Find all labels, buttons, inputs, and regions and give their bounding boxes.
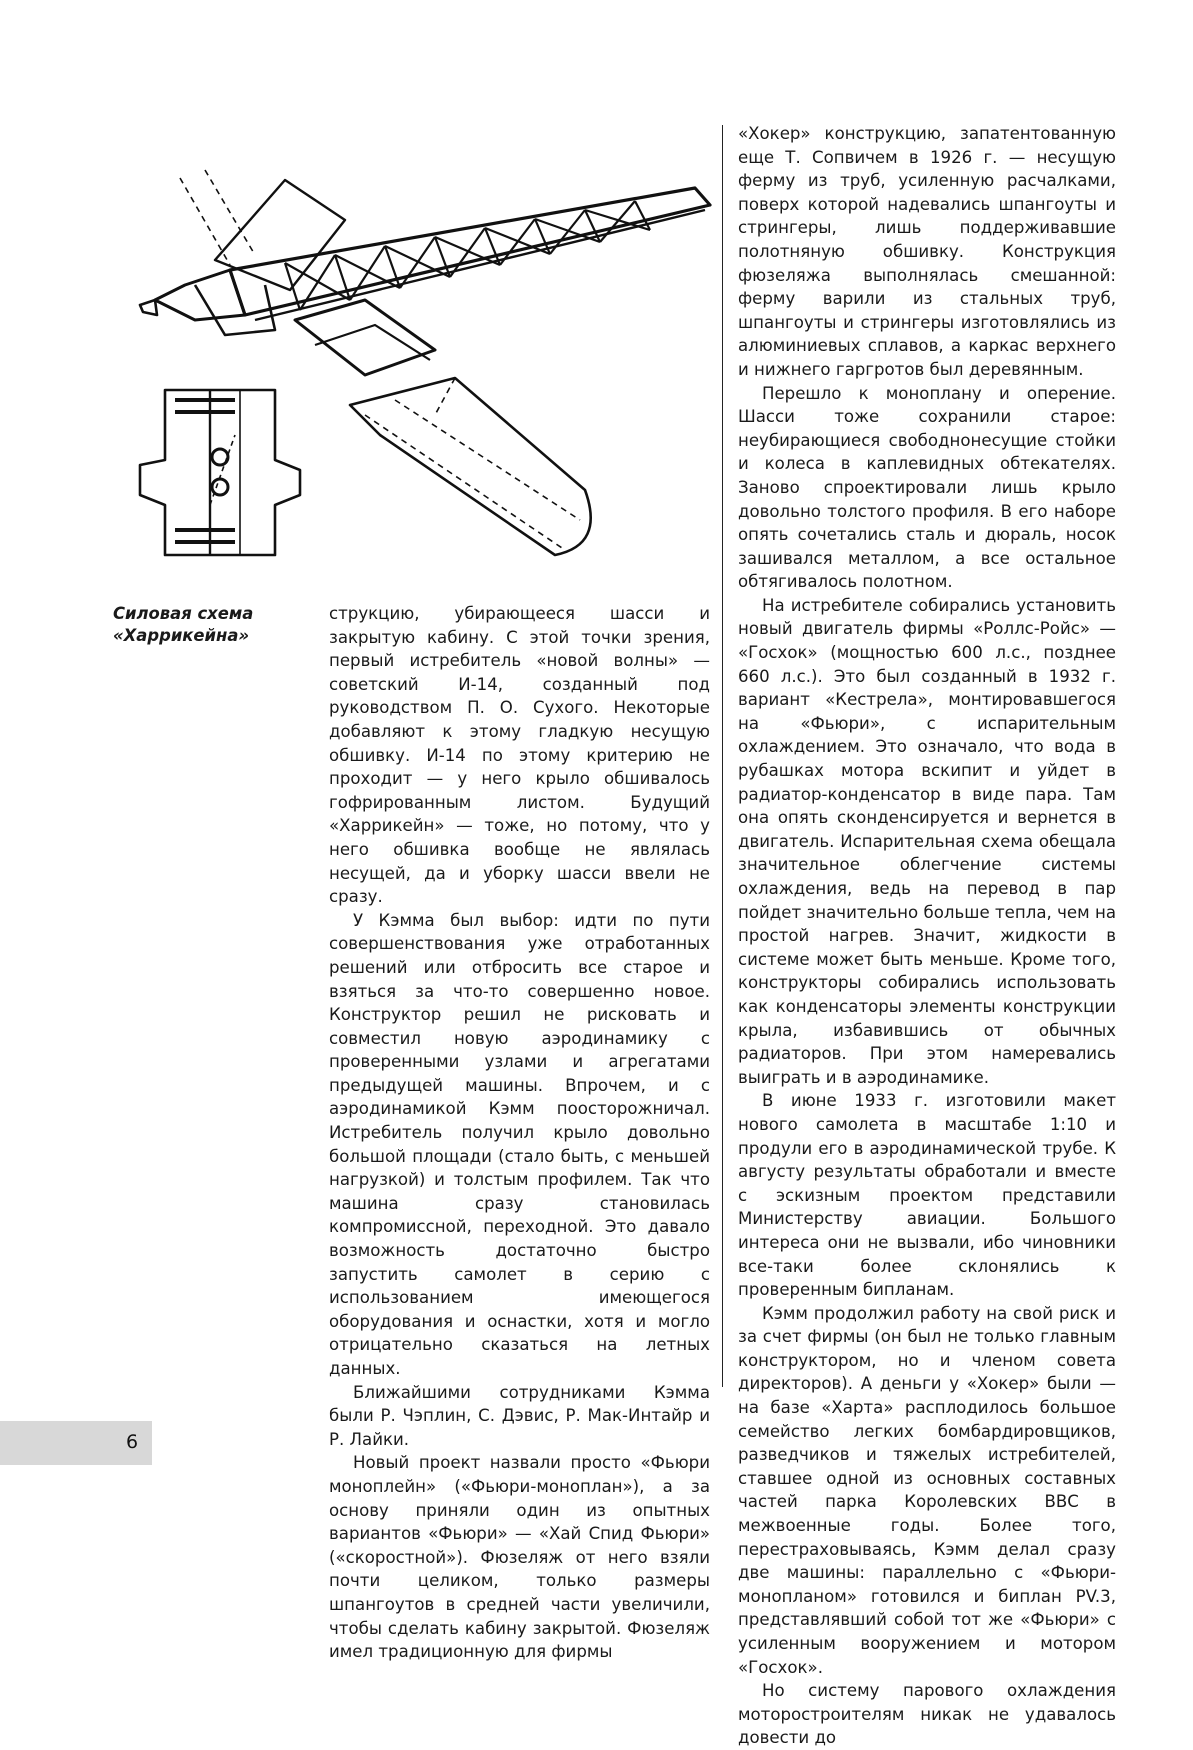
paragraph: Перешло к моноплану и оперение. Шасси тоже сохранили старое: неубирающиеся свободнонесущие стойки и колеса в каплевидных обтекателях. Заново спроектировали лишь крыло довольно толстого профиля. В его наборе опять сочетались сталь и дюраль, носок зашивался металлом, а все остальное обтягивалось полотном. <box>738 383 1116 592</box>
paragraph: У Кэмма был выбор: идти по пути совершенствования уже отработанных решений или отбросить все старое и взяться за что-то совершенно новое. Конструктор решил не рисковать и совместил новую аэродинамику с проверенными узлами и агрегатами предыдущей машины. Впрочем, и с аэродинамикой Кэмм поосторожничал. Истребитель получил крыло довольно большой площади (стало быть, с меньшей нагрузкой) и толстым профилем. Так что машина сразу становилась компромиссной, переходной. Это давало возможность достаточно быстро запустить самолет в серию с использованием имеющегося оборудования и оснастки, хотя и могло отрицательно сказаться на летных данных. <box>329 910 710 1378</box>
figure-caption <box>113 603 313 647</box>
paragraph: Кэмм продолжил работу на свой риск и за счет фирмы (он был не только главным конструктором, но и членом совета директоров). А деньги у «Хокер» были — на базе «Харта» расплодилось большое семейство легких бомбардировщиков, разведчиков и тяжелых истребителей, ставшее одной из основных составных частей парка Королевских ВВС в межвоенные годы. Более того, перестраховываясь, Кэмм делал сразу две машины: параллельно с «Фьюри-монопланом» готовился и биплан PV.3, представлявший собой тот же «Фьюри» с усиленным вооружением и мотором «Госхок». <box>738 1303 1116 1677</box>
paragraph: струкцию, убирающееся шасси и закрытую кабину. С этой точки зрения, первый истребитель «новой волны» — советский И-14, созданный под руководством П. О. Сухого. Некоторые добавляют к этому гладкую несущую обшивку. И-14 по этому критерию не проходит — у него крыло обшивалось гофрированным листом. Будущий «Харрикейн» — тоже, но потому, что у него обшивка вообще не являлась несущей, да и уборку шасси ввели не сразу. <box>329 604 710 907</box>
page-number: 6 <box>126 1431 139 1453</box>
right-text-column <box>738 122 1116 1750</box>
paragraph: Ближайшими сотрудниками Кэмма были Р. Чэплин, С. Дэвис, Р. Мак-Интайр и Р. Лайки. <box>329 1382 710 1449</box>
paragraph: «Хокер» конструкцию, запатентованную еще Т. Сопвичем в 1926 г. — несущую ферму из труб, усиленную расчалками, поверх которой надевались шпангоуты и стрингеры, лишь поддерживавшие полотняную обшивку. Конструкция фюзеляжа выполнялась смешанной: ферму варили из стальных труб, шпангоуты и стрингеры изготовлялись из алюминиевых сплавов, а каркас верхнего и нижнего гаргротов был деревянным. <box>738 124 1116 379</box>
caption-line: Силовая схема <box>113 604 254 623</box>
left-text-column <box>329 602 710 1664</box>
hurricane-structure-diagram <box>135 160 715 580</box>
paragraph: Но систему парового охлаждения моторостроителям никак не удавалось довести до <box>738 1681 1116 1748</box>
caption-line: «Харрикейна» <box>113 626 250 645</box>
column-divider <box>722 125 723 1387</box>
paragraph: В июне 1933 г. изготовили макет нового самолета в масштабе 1:10 и продули его в аэродинамической трубе. К августу результаты обработали и вместе с эскизным проектом представили Министерству авиации. Большого интереса они не вызвали, ибо чиновники все-таки более склонялись к проверенным бипланам. <box>738 1091 1116 1300</box>
paragraph: Новый проект назвали просто «Фьюри моноплейн» («Фьюри-моноплан»), а за основу приняли один из опытных вариантов «Фьюри» — «Хай Спид Фьюри» («скоростной»). Фюзеляж от него взяли почти целиком, только размеры шпангоутов в средней части увеличили, чтобы сделать кабину закрытой. Фюзеляж имел традиционную для фирмы <box>329 1453 710 1662</box>
paragraph: На истребителе собирались установить новый двигатель фирмы «Роллс-Ройс» — «Госхок» (мощностью 600 л.с., позднее 660 л.с.). Это был созданный в 1932 г. вариант «Кестрела», монтировавшегося на «Фьюри», с испарительным охлаждением. Это означало, что вода в рубашках мотора вскипит и уйдет в радиатор-конденсатор в виде пара. Там она опять сконденсируется и вернется в двигатель. Испарительная схема обещала значительное облегчение системы охлаждения, ведь на перевод в пар пойдет значительно больше тепла, чем на простой нагрев. Значит, жидкости в системе может быть меньше. Кроме того, конструкторы собирались использовать как конденсаторы элементы конструкции крыла, избавившись от обычных радиаторов. При этом намеревались выиграть и в аэродинамике. <box>738 595 1116 1087</box>
